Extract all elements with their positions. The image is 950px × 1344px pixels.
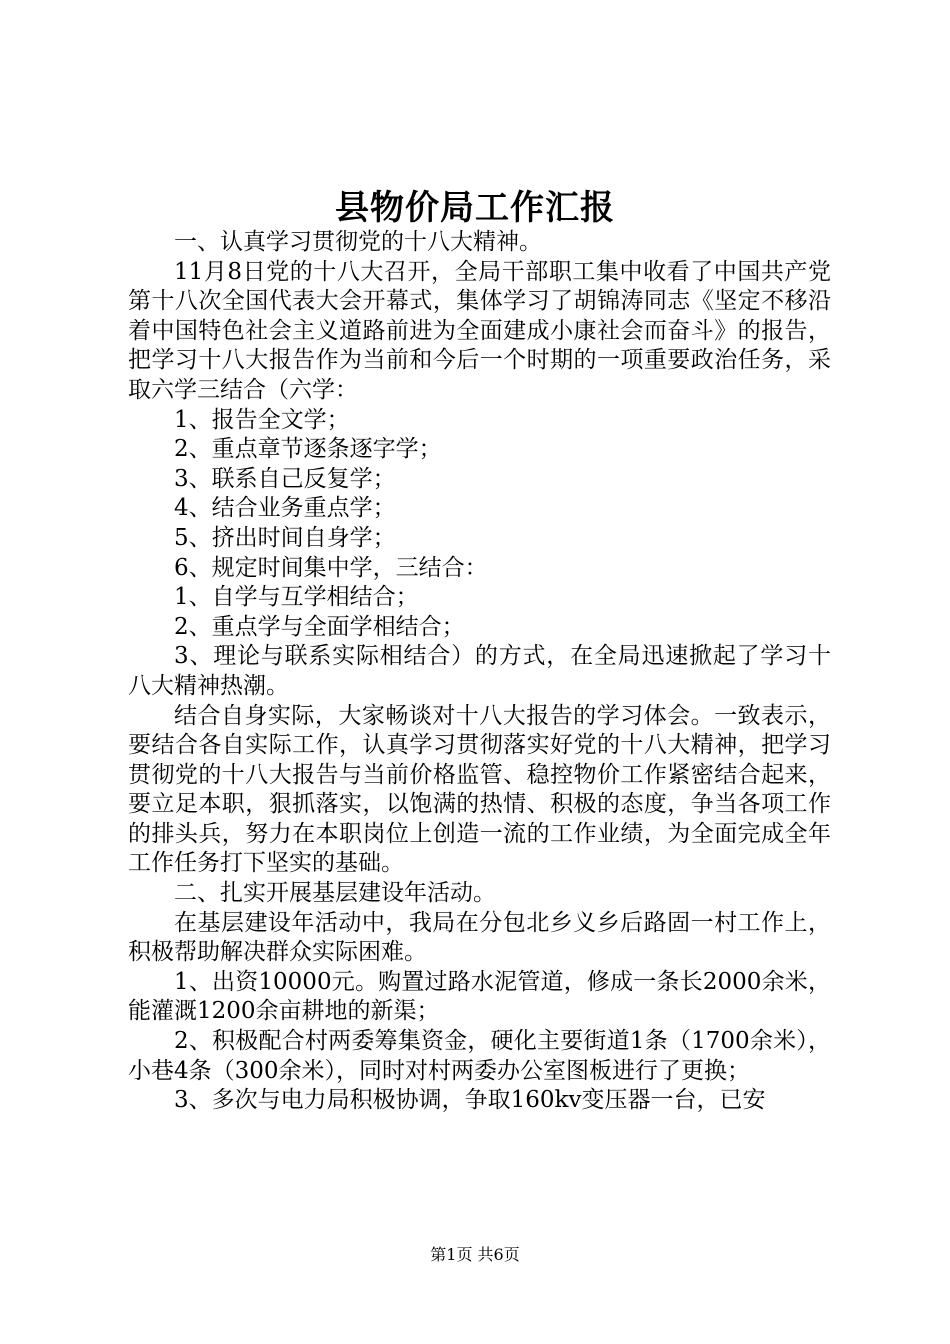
list-item: 3、联系自己反复学； xyxy=(174,465,396,492)
list-item: 2、积极配合村两委筹集资金，硬化主要街道1条（1700余米），小巷4条（300余米），同时对村两委办公室图板进行了更换； xyxy=(128,1028,831,1084)
list-item: 6、规定时间集中学，三结合： xyxy=(174,554,488,581)
list-item: 2、重点章节逐条逐字学； xyxy=(174,436,442,463)
section-heading-2: 二、扎实开展基层建设年活动。 xyxy=(174,880,496,907)
paragraph: 结合自身实际，大家畅谈对十八大报告的学习体会。一致表示，要结合各自实际工作，认真学习贯彻落实好党的十八大精神，把学习贯彻党的十八大报告与当前价格监管、稳控物价工作紧密结合起来，要立足本职，狠抓落实，以饱满的热情、积极的态度，争当各项工作的排头兵，努力在本职岗位上创造一流的工作业绩，为全面完成全年工作任务打下坚实的基础。 xyxy=(128,702,831,877)
list-item: 3、多次与电力局积极协调，争取160kv变压器一台，已安 xyxy=(174,1087,766,1114)
list-item: 5、挤出时间自身学； xyxy=(174,524,396,551)
page-number-footer: 第1页 共6页 xyxy=(430,1245,520,1264)
document-body xyxy=(128,228,831,1116)
document-title: 县物价局工作汇报 xyxy=(335,188,615,228)
list-item: 1、自学与互学相结合； xyxy=(174,584,419,611)
list-item: 1、出资10000元。购置过路水泥管道，修成一条长2000余米，能灌溉1200余亩耕地的新渠； xyxy=(128,968,831,1025)
list-item: 4、结合业务重点学； xyxy=(174,495,396,522)
list-item: 3、理论与联系实际相结合）的方式，在全局迅速掀起了学习十八大精神热潮。 xyxy=(128,643,831,699)
list-item: 2、重点学与全面学相结合； xyxy=(174,613,465,640)
list-item: 1、报告全文学； xyxy=(174,406,350,433)
paragraph: 11月8日党的十八大召开，全局干部职工集中收看了中国共产党第十八次全国代表大会开幕式，集体学习了胡锦涛同志《坚定不移沿着中国特色社会主义道路前进为全面建成小康社会而奋斗》的报告，把学习十八大报告作为当前和今后一个时期的一项重要政治任务，采取六学三结合（六学： xyxy=(128,258,831,403)
paragraph: 在基层建设年活动中，我局在分包北乡义乡后路固一村工作上，积极帮助解决群众实际困难。 xyxy=(128,909,831,966)
section-heading-1: 一、认真学习贯彻党的十八大精神。 xyxy=(174,229,542,255)
